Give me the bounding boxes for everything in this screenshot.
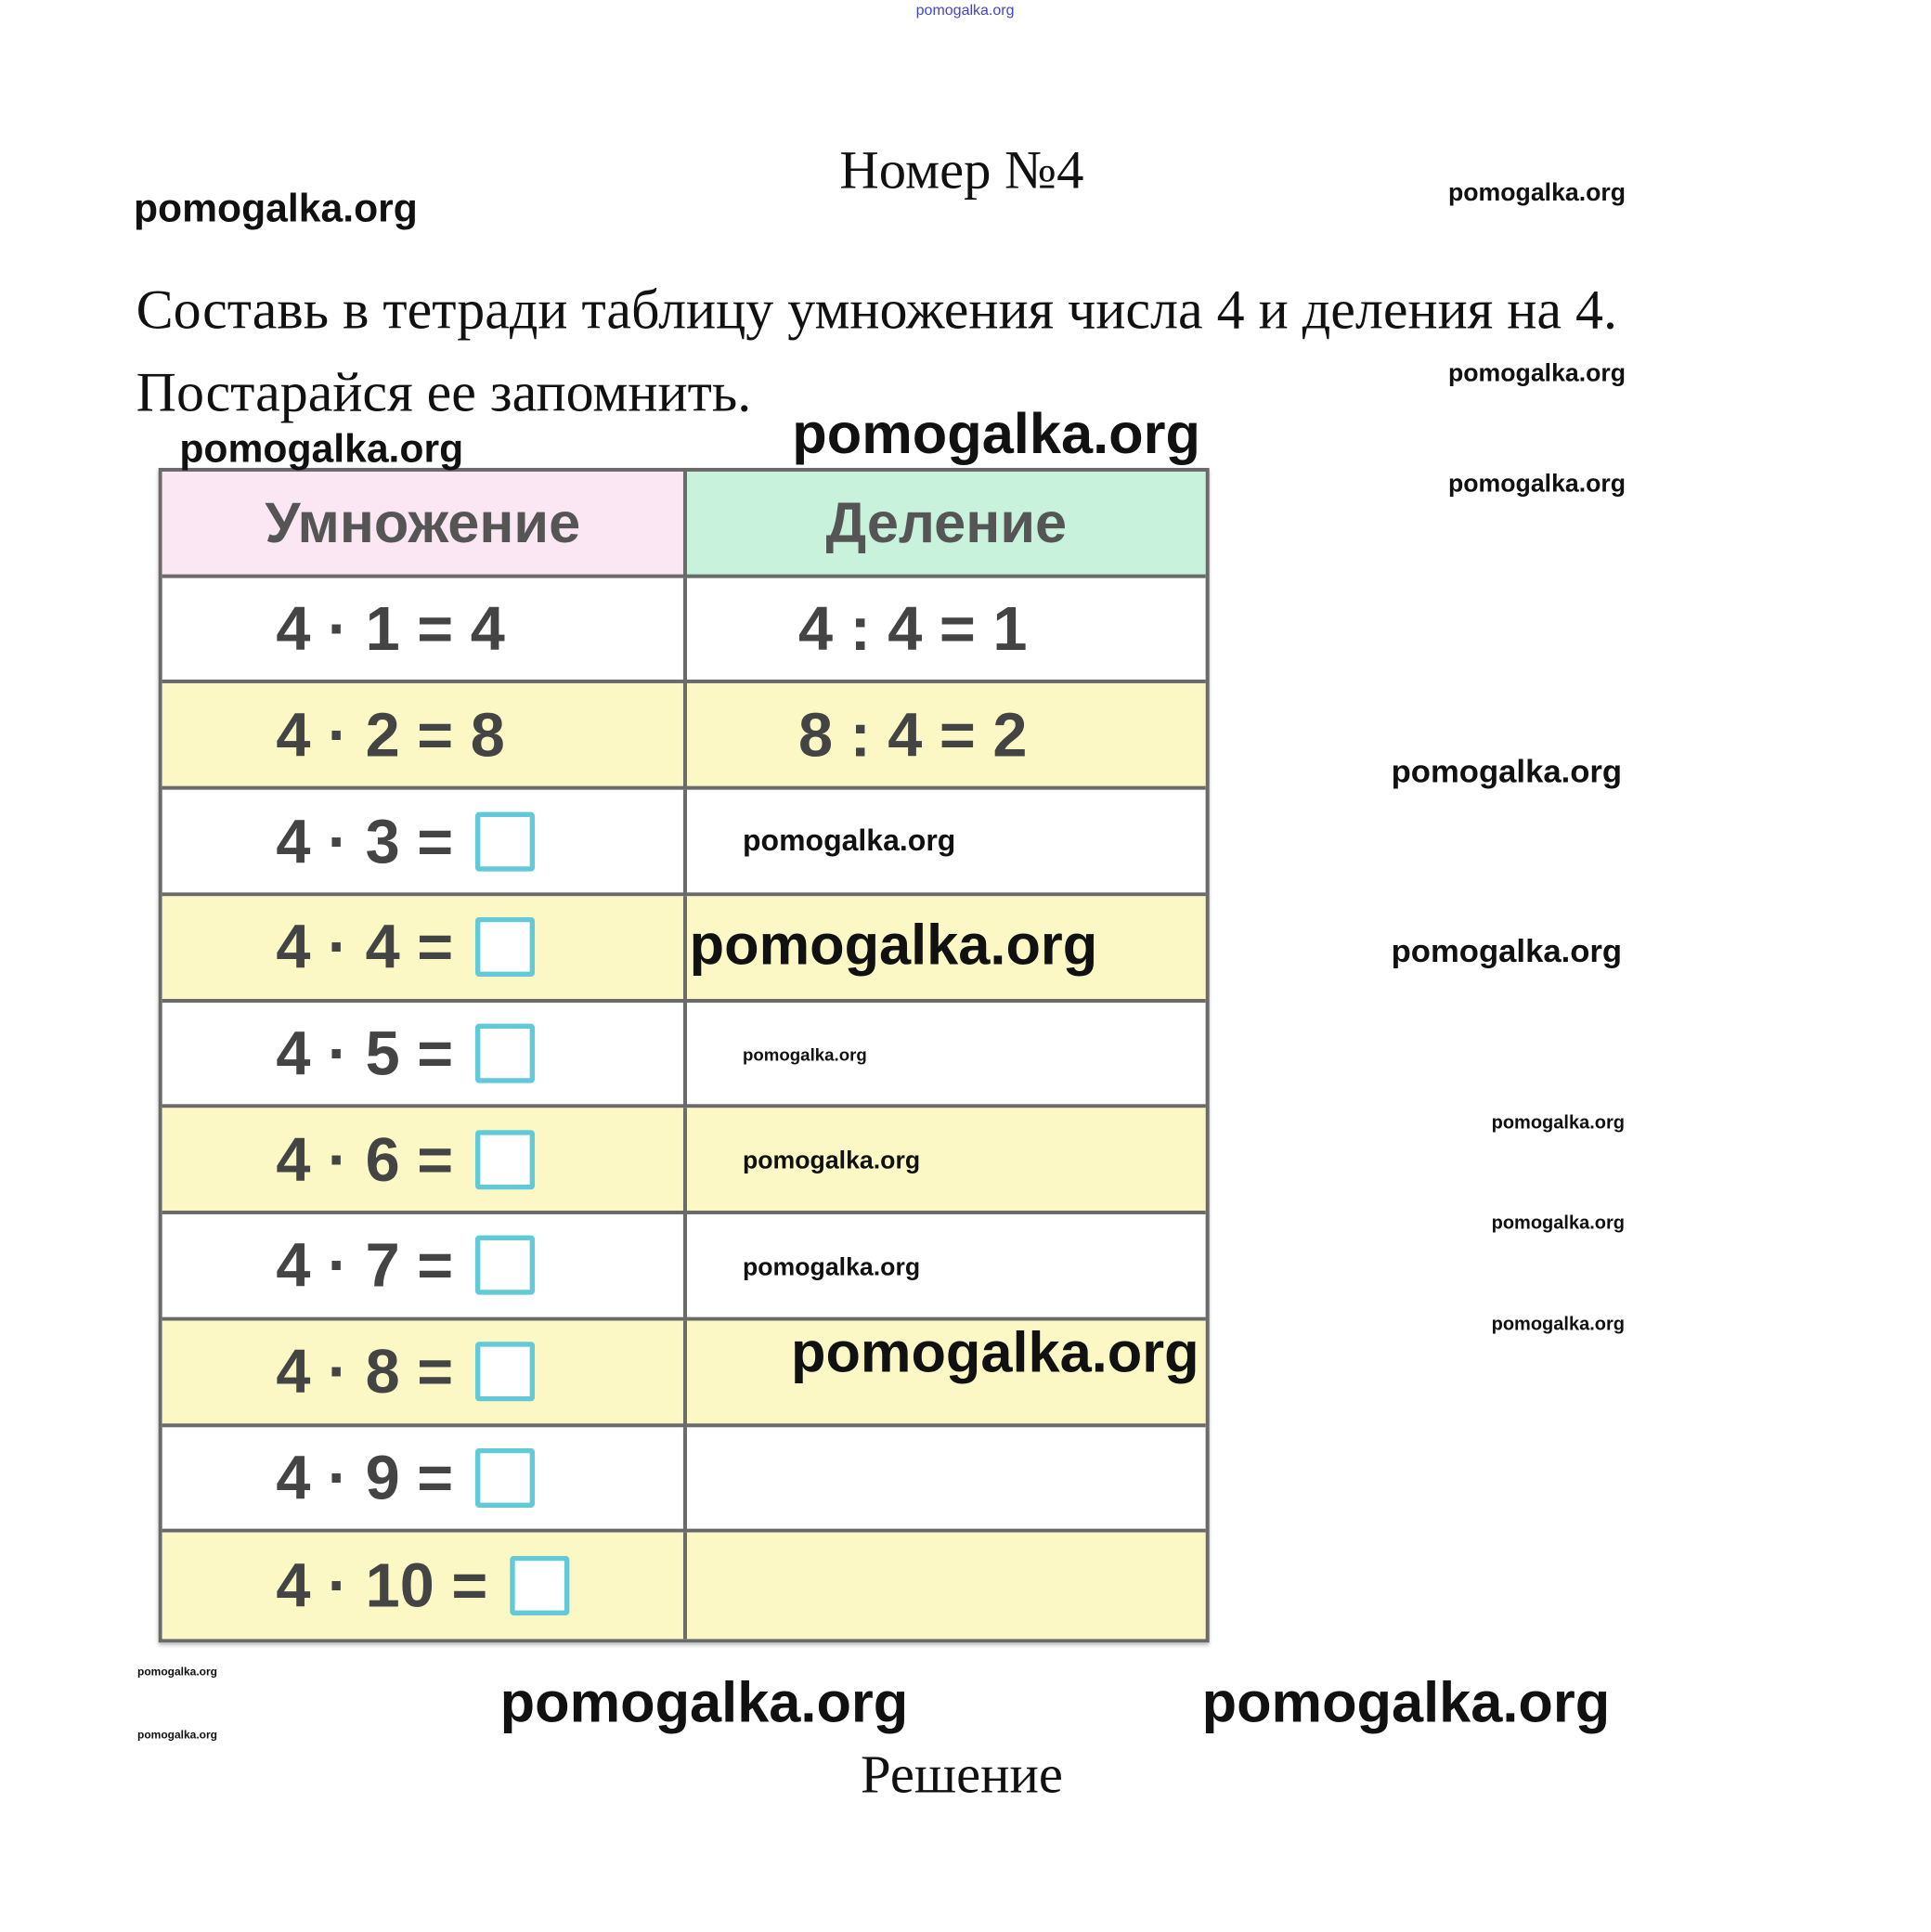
solution-heading: Решение: [860, 1744, 1063, 1805]
watermark: pomogalka.org: [689, 912, 1098, 977]
watermark: pomogalka.org: [742, 1253, 921, 1281]
page-title: Номер №4: [839, 139, 1084, 201]
equation: 4 · 8 =: [276, 1337, 454, 1407]
equation: 4 · 1 = 4: [276, 594, 505, 664]
table-cell-multiplication: [162, 1427, 687, 1533]
equation: 4 · 10 =: [276, 1550, 488, 1621]
watermark: pomogalka.org: [136, 1728, 218, 1742]
table-cell-division: [687, 577, 1206, 683]
multiplication-division-table: [159, 468, 1210, 1642]
table-cell-multiplication: [162, 1109, 687, 1214]
table-cell-division: [687, 1533, 1206, 1639]
watermark: pomogalka.org: [742, 823, 956, 858]
watermark: pomogalka.org: [1491, 1212, 1625, 1234]
watermark: pomogalka.org: [915, 1, 1015, 19]
task-text-line-2: Постарайся ее запомнить.: [136, 361, 752, 423]
header-division: [687, 472, 1206, 577]
answer-box: [475, 1448, 535, 1508]
answer-box: [475, 917, 535, 977]
watermark: pomogalka.org: [133, 185, 418, 230]
equation: 4 · 4 =: [276, 912, 454, 982]
answer-box: [475, 811, 535, 871]
watermark: pomogalka.org: [792, 400, 1200, 466]
answer-box: [510, 1556, 569, 1615]
answer-box: [475, 1236, 535, 1295]
watermark: pomogalka.org: [499, 1669, 909, 1734]
equation: 4 : 4 = 1: [797, 594, 1028, 664]
watermark: pomogalka.org: [1491, 1314, 1625, 1335]
watermark: pomogalka.org: [742, 1147, 921, 1175]
watermark: pomogalka.org: [1447, 179, 1626, 207]
watermark: pomogalka.org: [742, 1044, 867, 1065]
watermark: pomogalka.org: [1391, 931, 1623, 969]
answer-box: [475, 1024, 535, 1083]
equation: 4 · 9 =: [276, 1443, 454, 1513]
table-cell-division: [687, 684, 1206, 790]
header-multiplication-label: Умножение: [265, 490, 581, 555]
answer-box: [475, 1342, 535, 1402]
watermark: pomogalka.org: [179, 425, 464, 471]
watermark: pomogalka.org: [136, 1665, 218, 1679]
equation: 4 · 7 =: [276, 1230, 454, 1301]
table-cell-multiplication: [162, 1320, 687, 1426]
header-multiplication: [162, 472, 687, 577]
equation: 4 · 5 =: [276, 1018, 454, 1088]
table-cell-multiplication: [162, 684, 687, 790]
table-cell-multiplication: [162, 896, 687, 1002]
equation: 4 · 3 =: [276, 806, 454, 876]
answer-box: [475, 1130, 535, 1189]
watermark: pomogalka.org: [1201, 1669, 1611, 1734]
table-cell-multiplication: [162, 1214, 687, 1320]
equation: 4 · 6 =: [276, 1124, 454, 1195]
task-text-line-1: Составь в тетради таблицу умножения числа 4 и деления на 4.: [136, 278, 1618, 341]
table-cell-division: [687, 1427, 1206, 1533]
header-division-label: Деление: [825, 490, 1068, 555]
watermark: pomogalka.org: [1491, 1111, 1625, 1134]
watermark: pomogalka.org: [790, 1319, 1199, 1384]
watermark: pomogalka.org: [1447, 470, 1626, 498]
table-cell-multiplication: [162, 577, 687, 683]
watermark: pomogalka.org: [1391, 752, 1623, 790]
table-cell-multiplication: [162, 1002, 687, 1108]
table-cell-multiplication: [162, 790, 687, 896]
equation: 8 : 4 = 2: [797, 700, 1028, 771]
equation: 4 · 2 = 8: [276, 700, 505, 771]
table-cell-multiplication: [162, 1533, 687, 1639]
watermark: pomogalka.org: [1447, 359, 1626, 388]
